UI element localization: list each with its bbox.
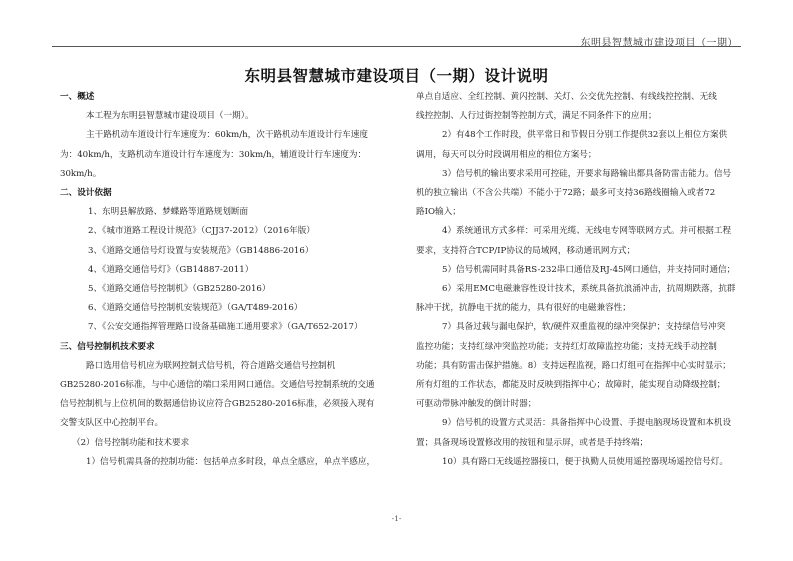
text-line: 线控控制、人行过街控制等控制方式，满足不同条件下的应用； (416, 111, 657, 122)
section-heading: 三、信号控制机技术要求 (60, 341, 155, 352)
text-line: 2、《城市道路工程设计规范》（CJJ37-2012）（2016年版） (88, 226, 315, 237)
text-line: 5、《道路交通信号控制机》（GB25280-2016） (88, 284, 271, 295)
text-line: 1、东明县解放路、梦蝶路等道路规划断面 (88, 207, 249, 218)
text-line: 本工程为东明县智慧城市建设项目（一期）。 (86, 111, 254, 122)
text-line: 为：40km/h，支路机动车道设计行车速度为：30km/h，辅道设计行车速度为： (60, 149, 367, 160)
text-line: 可驱动带脉冲触发的倒计时器； (416, 399, 537, 410)
text-line: 调用，每天可以分时段调用相应的相位方案号； (416, 149, 597, 160)
text-line: 30km/h。 (60, 168, 102, 179)
page-title: 东明县智慧城市建设项目（一期）设计说明 (244, 66, 549, 85)
text-line: 路口选用信号机应为联网控制式信号机，符合道路交通信号控制机 (86, 360, 336, 371)
page-header (0, 0, 793, 49)
text-line: 所有灯组的工作状态，都能及时反映到指挥中心；故障时，能实现自动降级控制； (416, 380, 726, 391)
text-line: 要求，支持符合TCP/IP协议的局域网，移动通讯网方式； (416, 245, 636, 256)
text-line: 置；具备现场设置修改用的按钮和显示屏，或者是手持终端； (416, 437, 649, 448)
page-number: -1- (391, 514, 402, 523)
text-line: 9）信号机的设置方式灵活：具备指挥中心设置、手提电脑现场设置和本机设 (442, 418, 732, 429)
text-line: 3）信号机的输出要求采用可控硅，开要求每路输出都具备防雷击能力。信号 (442, 168, 732, 179)
text-line: 10）具有路口无线遥控器接口，便于执勤人员使用遥控器现场遥控信号灯。 (442, 456, 728, 467)
text-line: 脉冲干扰，抗静电干扰的能力，具有很好的电磁兼容性； (416, 303, 631, 314)
text-line: 5）信号机需同时具备RS-232串口通信及RJ-45网口通信，并支持同时通信； (442, 264, 736, 275)
text-line: 机的独立输出（不含公共端）不能小于72路；最多可支持36路线圈输入或者72 (416, 188, 716, 199)
text-line: 6）采用EMC电磁兼容性设计技术，系统具备抗浪涌冲击，抗周期跌落，抗群 (442, 284, 736, 295)
text-line: 7、《公安交通指挥管理路口设备基础施工通用要求》（GA/T652-2017） (88, 322, 363, 333)
text-line: 1）信号机需具备的控制功能：包括单点多时段，单点全感应，单点半感应， (86, 456, 376, 467)
text-line: （2）信号控制功能和技术要求 (72, 437, 190, 448)
text-line: 功能；具有防雷击保护措施。8）支持远程监视，路口灯组可在指挥中心实时显示； (416, 360, 731, 371)
text-line: 7）具备过载与漏电保护，软/硬件双重监视的绿冲突保护；支持绿信号冲突 (442, 322, 726, 333)
text-line: 监控功能；支持红绿冲突监控功能；支持红灯故障监控功能；支持无线手动控制 (416, 341, 717, 352)
section-heading: 二、设计依据 (60, 188, 112, 199)
text-line: 3、《道路交通信号灯设置与安装规范》（GB14886-2016） (88, 245, 314, 256)
header-divider (52, 46, 741, 47)
text-line: 4、《道路交通信号灯》（GB14887-2011） (88, 264, 254, 275)
right-column (416, 88, 736, 472)
header-doc-title: 东明县智慧城市建设项目（一期） (580, 38, 738, 49)
text-line: 信号控制机与上位机间的数据通信协议应符合GB25280-2016标准，必须接入现有 (60, 399, 375, 410)
text-line: 路IO输入； (416, 207, 461, 218)
left-column (60, 88, 395, 472)
text-line: 4）系统通讯方式多样：可采用光缆、无线电专网等联网方式。并可根据工程 (442, 226, 732, 237)
section-heading: 一、概述 (60, 92, 95, 102)
text-line: GB25280-2016标准，与中心通信的端口采用网口通信。交通信号控制系统的交通 (60, 380, 375, 391)
text-line: 6、《道路交通信号控制机安装规范》（GA/T489-2016） (88, 303, 303, 314)
text-line: 主干路机动车道设计行车速度为：60km/h，次干路机动车道设计行车速度 (86, 130, 368, 141)
text-line: 交警支队区中心控制平台。 (60, 418, 164, 429)
text-line: 单点自适应、全红控制、黄闪控制、关灯、公交优先控制、有线线控控制、无线 (416, 92, 717, 102)
text-line: 2）有48个工作时段，供平常日和节假日分别工作提供32套以上相位方案供 (442, 130, 728, 141)
